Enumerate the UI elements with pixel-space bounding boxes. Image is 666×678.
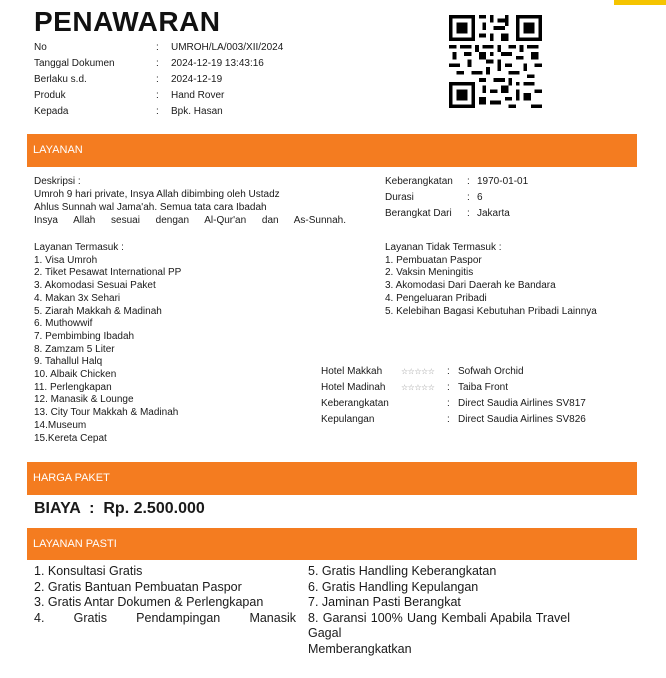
star-rating: ☆☆☆☆☆ (401, 383, 435, 392)
list-item: 14.Museum (34, 419, 87, 431)
list-item: 2. Tiket Pesawat International PP (34, 267, 182, 279)
list-item: 2. Vaksin Meningitis (385, 267, 474, 279)
list-item: 1. Konsultasi Gratis (34, 564, 143, 578)
document-meta (34, 40, 283, 120)
trip-info (385, 174, 528, 222)
hotel-row: Hotel Madinah ☆☆☆☆☆ : Taiba Front (321, 380, 586, 396)
meta-row: Berlaku s.d. : 2024-12-19 (34, 74, 223, 85)
included-services: Layanan Termasuk : 1. Visa Umroh 2. Tiket Pesawat International PP 3. Akomodasi Sesuai Paket 4. Makan 3x Sehari 5. Ziarah Makkah & Madinah 6. Muthowwif 7. Pembimbing Ibadah 8. Zamzam 5 Liter 9. Tahallul Halq 10. Albaik Chicken 11. Perlengkapan 12. Manasik & Lounge 13. City Tour Makkah & Madinah 14.Museum 15.Kereta Cepat (34, 242, 182, 444)
trip-row: Keberangkatan : 1970-01-01 (385, 176, 529, 187)
meta-row: Produk : Hand Rover (34, 90, 225, 101)
list-item: 5. Ziarah Makkah & Madinah (34, 305, 162, 317)
star-rating: ☆☆☆☆☆ (401, 367, 435, 376)
list-item: 9. Tahallul Halq (34, 356, 103, 368)
list-item: 11. Perlengkapan (34, 381, 112, 393)
corner-accent (614, 0, 666, 5)
list-item: 7. Pembimbing Ibadah (34, 330, 135, 342)
list-item: 5. Gratis Handling Keberangkatan (308, 564, 497, 578)
list-item: 6. Gratis Handling Kepulangan (308, 579, 479, 594)
list-item: 8. Zamzam 5 Liter (34, 343, 115, 355)
section-harga-header: HARGA PAKET (27, 462, 637, 495)
list-item: 12. Manasik & Lounge (34, 394, 134, 406)
list-item: 3. Gratis Antar Dokumen & Perlengkapan (34, 595, 264, 610)
hotel-flight-info (321, 364, 586, 428)
trip-row: Durasi : 6 (385, 192, 483, 203)
trip-row: Berangkat Dari : Jakarta (385, 208, 510, 219)
list-item: 6. Muthowwif (34, 318, 93, 330)
qr-code (449, 15, 542, 108)
excluded-services: Layanan Tidak Termasuk : 1. Pembuatan Paspor 2. Vaksin Meningitis 3. Akomodasi Dari Daerah ke Bandara 4. Pengeluaran Pribadi 5. Kelebihan Bagasi Kebutuhan Pribadi Lainnya (385, 242, 600, 318)
meta-row: No : UMROH/LA/003/XII/2024 (34, 42, 284, 53)
list-item: 8. Garansi 100% Uang Kembali Apabila Travel Gagal (308, 610, 570, 641)
description: Deskripsi : Umroh 9 hari private, Insya Allah dibimbing oleh Ustadz Ahlus Sunnah wal Jama'ah. Semua tata cara Ibadah Insya Allah sesuai dengan Al-Qur'an dan As-Sunnah. (34, 176, 346, 226)
meta-row: Tanggal Dokumen : 2024-12-19 13:43:16 (34, 58, 264, 69)
price: BIAYA : Rp. 2.500.000 (34, 500, 205, 517)
document-title: PENAWARAN (34, 6, 221, 37)
list-item: 13. City Tour Makkah & Madinah (34, 407, 179, 419)
list-item: 7. Jaminan Pasti Berangkat (308, 595, 461, 610)
list-item: 1. Visa Umroh (34, 254, 98, 266)
hotel-row: Hotel Makkah ☆☆☆☆☆ : Sofwah Orchid (321, 364, 586, 380)
meta-row: Kepada : Bpk. Hasan (34, 106, 223, 117)
list-item: 3. Akomodasi Dari Daerah ke Bandara (385, 280, 556, 292)
flight-row: Keberangkatan : Direct Saudia Airlines SV817 (321, 398, 586, 409)
list-item: Memberangkatkan (308, 641, 412, 656)
list-item: 2. Gratis Bantuan Pembuatan Paspor (34, 579, 242, 594)
list-item: 5. Kelebihan Bagasi Kebutuhan Pribadi Lainnya (385, 305, 597, 317)
section-pasti-header: LAYANAN PASTI (27, 528, 637, 560)
flight-row: Kepulangan : Direct Saudia Airlines SV826 (321, 414, 586, 425)
list-item: 4. Pengeluaran Pribadi (385, 292, 487, 304)
list-item: 4. Gratis Pendampingan Manasik (34, 610, 296, 625)
list-item: 10. Albaik Chicken (34, 369, 117, 381)
price-value: Rp. 2.500.000 (103, 500, 205, 517)
guaranteed-services-left (34, 564, 296, 626)
list-item: 3. Akomodasi Sesuai Paket (34, 280, 156, 292)
guaranteed-services-right (308, 564, 570, 658)
section-layanan-header: LAYANAN (27, 134, 637, 167)
list-item: 1. Pembuatan Paspor (385, 254, 482, 266)
list-item: 4. Makan 3x Sehari (34, 292, 121, 304)
list-item: 15.Kereta Cepat (34, 432, 107, 444)
